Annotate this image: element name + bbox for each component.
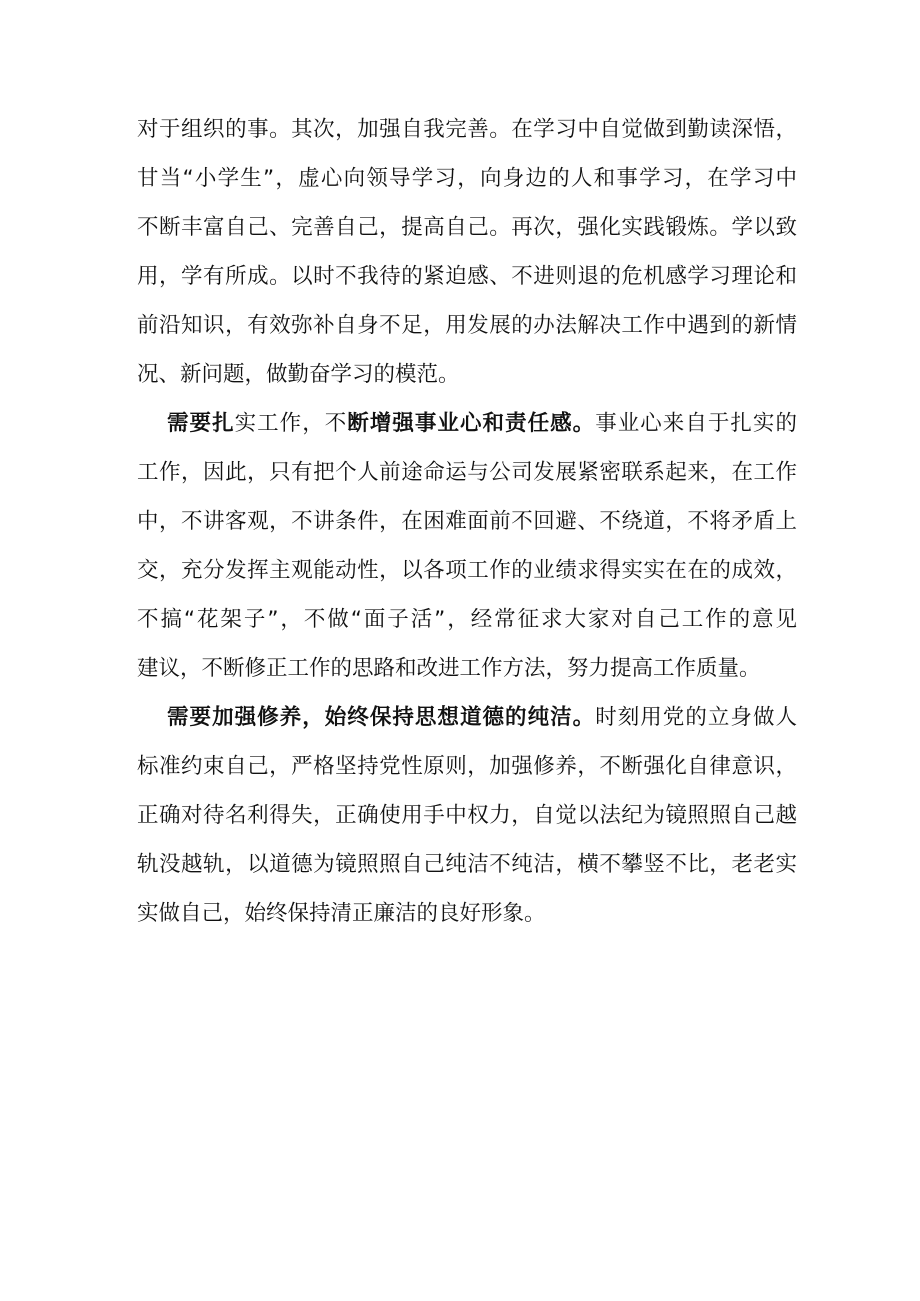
paragraph-1-line: 甘当“小学生”，虚心向领导学习，向身边的人和事学习，在学习中: [137, 166, 797, 191]
paragraph-3-line: 标准约束自己，严格坚持党性原则，加强修养，不断强化自律意识，: [137, 754, 797, 779]
paragraph-3-line: 实做自己，始终保持清正廉洁的良好形象。: [137, 901, 546, 926]
paragraph-3-line: 轨没越轨，以道德为镜照照自己纯洁不纯洁，横不攀竖不比，老老实: [137, 852, 797, 877]
paragraph-3-first-line: [167, 698, 797, 738]
paragraph-3-line-rest: 时刻用党的立身做人: [595, 705, 797, 730]
paragraph-3-line: 正确对待名利得失，正确使用手中权力，自觉以法纪为镜照照自己越: [137, 803, 797, 828]
paragraph-2-line: 不搞“花架子”，不做“面子活”，经常征求大家对自己工作的意见: [137, 607, 797, 632]
paragraph-2-line: 交，充分发挥主观能动性，以各项工作的业绩求得实实在在的成效，: [137, 558, 797, 583]
paragraph-2-line: 中，不讲客观，不讲条件，在困难面前不回避、不绕道，不将矛盾上: [137, 509, 797, 534]
paragraph-1-line: 用，学有所成。以时不我待的紧迫感、不进则退的危机感学习理论和: [137, 264, 797, 289]
paragraph-2-line: 建议，不断修正工作的思路和改进工作方法，努力提高工作质量。: [137, 656, 761, 681]
paragraph-2-heading-part: 实工作，不: [234, 411, 348, 436]
paragraph-3-heading: 需要加强修养，始终保持思想道德的纯洁。: [167, 705, 596, 730]
paragraph-2-line: 工作，因此，只有把个人前途命运与公司发展紧密联系起来，在工作: [137, 460, 797, 485]
paragraph-1-line: 不断丰富自己、完善自己，提高自己。再次，强化实践锻炼。学以致: [137, 215, 797, 240]
paragraph-2-first-line: [167, 404, 797, 444]
paragraph-2-heading-part: 断增强事业心和责任感。: [347, 411, 596, 436]
paragraph-2-line-rest: 事业心来自于扎实的: [595, 411, 797, 436]
paragraph-1-line: 前沿知识，有效弥补自身不足，用发展的办法解决工作中遇到的新情: [137, 313, 797, 338]
paragraph-2-heading-part: 需要扎: [167, 411, 235, 436]
paragraph-1-line: 况、新问题，做勤奋学习的模范。: [137, 362, 460, 387]
paragraph-1-line: 对于组织的事。其次，加强自我完善。在学习中自觉做到勤读深悟，: [137, 117, 797, 142]
